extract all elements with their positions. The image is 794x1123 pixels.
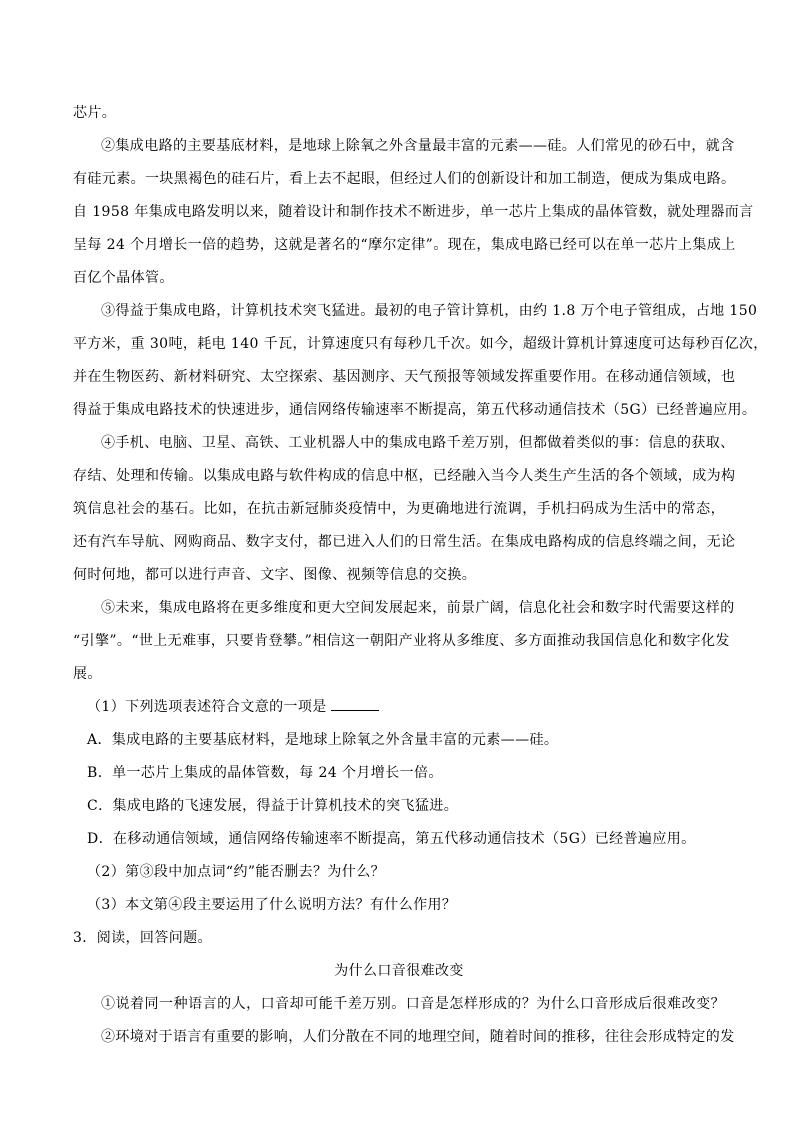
paragraph-3-line: 平方米，重 30吨，耗电 140 千瓦，计算速度只有每秒几千次。如今，超级计算机计算速度可达每秒百亿次， <box>73 336 768 352</box>
paragraph-4-line: 存结、处理和传输。以集成电路与软件构成的信息中枢，已经融入当今人类生产生活的各个领域，成为构 <box>73 468 736 484</box>
paragraph-4-line: 筑信息社会的基石。比如，在抗击新冠肺炎疫情中，为更确地进行流调，手机扫码成为生活中的常态， <box>73 501 725 517</box>
section-3-paragraph-2: ②环境对于语言有重要的影响，人们分散在不同的地理空间，随着时间的推移，往往会形成特定的发 <box>101 1029 735 1045</box>
paragraph-4-line: 何时何地，都可以进行声音、文字、图像、视频等信息的交换。 <box>73 567 477 583</box>
paragraph-5-line: ⑤未来，集成电路将在更多维度和更大空间发展起来，前景广阔，信息化社会和数字时代需要这样的 <box>101 600 735 616</box>
option-a: A．集成电路的主要基底材料，是地球上除氧之外含量丰富的元素——硅。 <box>87 732 559 748</box>
paragraph-2-line: 自 1958 年集成电路发明以来，随着设计和制作技术不断进步，单一芯片上集成的晶体管数，就处理器而言 <box>73 204 754 220</box>
paragraph-2-line: 呈每 24 个月增长一倍的趋势，这就是著名的“摩尔定律”。现在，集成电路已经可以在单一芯片上集成上 <box>73 237 736 253</box>
option-d: D．在移动通信领域，通信网络传输速率不断提高，第五代移动通信技术（5G）已经普遍应用。 <box>87 831 696 847</box>
paragraph-3-line: ③得益于集成电路，计算机技术突飞猛进。最初的电子管计算机，由约 1.8 万个电子管组成，占地 150 <box>101 303 758 319</box>
paragraph-2-line: 百亿个晶体管。 <box>73 270 174 286</box>
section-3-paragraph-1: ①说着同一种语言的人，口音却可能千差万别。口音是怎样形成的？为什么口音形成后很难改变？ <box>101 996 725 1012</box>
paragraph-4-line: 还有汽车导航、网购商品、数字支付，都已进入人们的日常生活。在集成电路构成的信息终端之间，无论 <box>73 534 736 550</box>
question-1 <box>73 691 725 724</box>
paragraph-3-line: 得益于集成电路技术的快速进步，通信网络传输速率不断提高，第五代移动通信技术（5G）已经普遍应用。 <box>73 402 757 418</box>
question-3: （3）本文第④段主要运用了什么说明方法？有什么作用？ <box>87 897 457 913</box>
question-2: （2）第③段中加点词“约”能否删去？为什么？ <box>87 864 386 880</box>
paragraph-4-line: ④手机、电脑、卫星、高铁、工业机器人中的集成电路千差万别，但都做着类似的事：信息的获取、 <box>101 435 735 451</box>
question-1-stem: （1）下列选项表述符合文意的一项是 <box>87 699 327 715</box>
section-3-heading: 3．阅读，回答问题。 <box>73 930 212 946</box>
paragraph-2-line: ②集成电路的主要基底材料，是地球上除氧之外含量最丰富的元素——硅。人们常见的砂石中，就含 <box>101 138 735 154</box>
paragraph-3-line: 并在生物医药、新材料研究、太空探索、基因测序、天气预报等领域发挥重要作用。在移动通信领域，也 <box>73 369 736 385</box>
paragraph-5-line: 展。 <box>73 666 102 682</box>
option-c: C．集成电路的飞速发展，得益于计算机技术的突飞猛进。 <box>87 798 459 814</box>
paragraph-5-line: “引擎”。“世上无难事，只要肯登攀。”相信这一朝阳产业将从多维度、多方面推动我国信息化和数字化发 <box>73 633 730 649</box>
option-b: B．单一芯片上集成的晶体管数，每 24 个月增长一倍。 <box>87 765 443 781</box>
article-title: 为什么口音很难改变 <box>334 963 464 979</box>
page-content <box>73 97 768 1054</box>
answer-blank[interactable] <box>331 696 379 711</box>
paragraph-line: 芯片。 <box>73 105 117 121</box>
paragraph-2-line: 有硅元素。一块黑褐色的硅石片，看上去不起眼，但经过人们的创新设计和加工制造，便成为集成电路。 <box>73 171 736 187</box>
